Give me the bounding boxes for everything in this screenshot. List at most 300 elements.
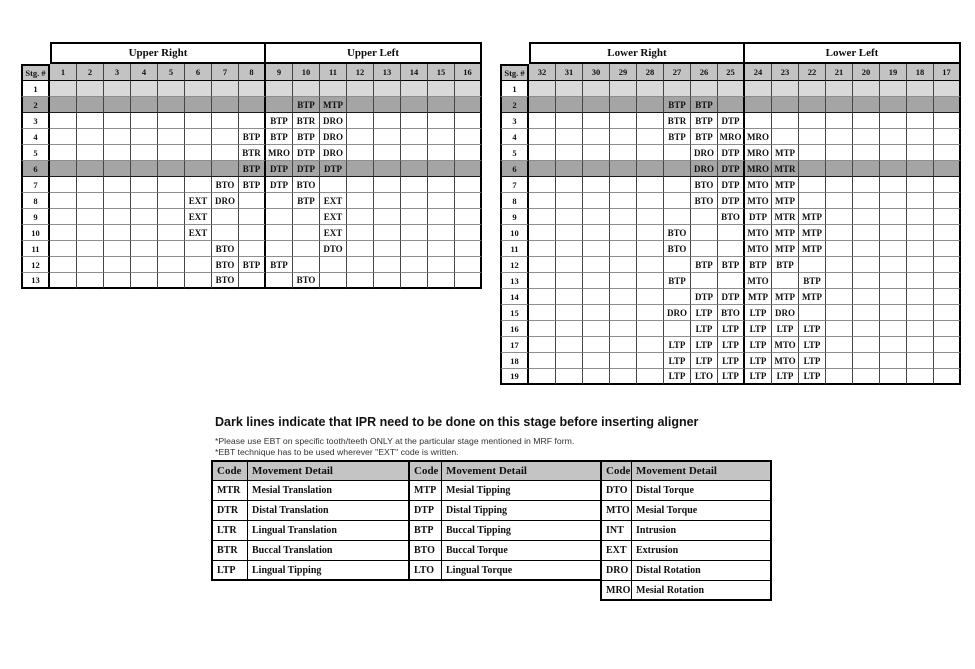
lower-empty-cell [529,161,556,177]
lower-empty-cell [745,81,772,97]
upper-empty-cell [455,113,482,129]
lower-movement-cell: LTP [691,353,718,369]
upper-empty-cell [347,257,374,273]
lower-empty-cell [853,129,880,145]
lower-empty-cell [934,145,961,161]
lower-empty-cell [826,81,853,97]
legend-detail: Distal Tipping [442,501,600,521]
lower-empty-cell [880,305,907,321]
lower-movement-cell: MTR [772,209,799,225]
lower-empty-cell [934,177,961,193]
lower-empty-cell [583,337,610,353]
upper-movement-cell: BTP [239,257,266,273]
lower-empty-cell [637,289,664,305]
upper-empty-cell [131,81,158,97]
upper-empty-cell [185,161,212,177]
upper-empty-cell [104,97,131,113]
upper-empty-cell [347,209,374,225]
lower-empty-cell [880,353,907,369]
upper-empty-cell [455,257,482,273]
lower-empty-cell [583,257,610,273]
lower-tooth-col-header: 18 [907,64,934,81]
upper-empty-cell [104,161,131,177]
lower-empty-cell [934,161,961,177]
upper-empty-cell [347,241,374,257]
lower-empty-cell [583,241,610,257]
upper-movement-cell: BTP [293,193,320,209]
upper-empty-cell [239,273,266,289]
lower-movement-cell: BTO [664,225,691,241]
lower-empty-cell [583,209,610,225]
legend-detail: Distal Torque [632,481,772,501]
lower-empty-cell [610,177,637,193]
lower-empty-cell [583,305,610,321]
lower-empty-cell [556,161,583,177]
lower-stage-number: 13 [500,273,529,289]
lower-empty-cell [934,369,961,385]
upper-tooth-col-header: 5 [158,64,185,81]
lower-movement-cell: LTP [664,337,691,353]
upper-empty-cell [50,81,77,97]
upper-empty-cell [158,81,185,97]
upper-empty-cell [185,145,212,161]
lower-empty-cell [907,321,934,337]
lower-right-quadrant-header: Lower Right [529,42,745,64]
upper-empty-cell [77,273,104,289]
lower-stage-number: 9 [500,209,529,225]
lower-empty-cell [907,193,934,209]
lower-empty-cell [529,209,556,225]
lower-empty-cell [853,289,880,305]
upper-empty-cell [212,81,239,97]
lower-empty-cell [529,369,556,385]
lower-empty-cell [880,257,907,273]
lower-empty-cell [907,129,934,145]
lower-empty-cell [583,289,610,305]
lower-tooth-col-header: 20 [853,64,880,81]
lower-stage-number: 19 [500,369,529,385]
upper-left-quadrant-header: Upper Left [266,42,482,64]
lower-empty-cell [745,97,772,113]
upper-empty-cell [50,273,77,289]
upper-tooth-col-header: 9 [266,64,293,81]
lower-empty-cell [718,225,745,241]
lower-empty-cell [637,257,664,273]
upper-empty-cell [50,177,77,193]
lower-movement-cell: DTP [718,289,745,305]
lower-movement-cell: MTO [745,241,772,257]
lower-empty-cell [826,369,853,385]
lower-empty-cell [664,81,691,97]
lower-empty-cell [934,289,961,305]
upper-movement-cell: BTP [293,97,320,113]
lower-movement-cell: MTO [745,193,772,209]
upper-movement-cell: EXT [185,193,212,209]
upper-stage-number: 3 [21,113,50,129]
lower-empty-cell [907,257,934,273]
upper-empty-cell [185,241,212,257]
upper-stage-number: 10 [21,225,50,241]
upper-empty-cell [50,209,77,225]
upper-empty-cell [401,177,428,193]
upper-empty-cell [77,193,104,209]
upper-empty-cell [158,193,185,209]
lower-empty-cell [583,273,610,289]
upper-empty-cell [131,273,158,289]
legend-blank [248,581,408,601]
upper-empty-cell [50,257,77,273]
lower-tooth-col-header: 22 [799,64,826,81]
lower-empty-cell [880,321,907,337]
upper-empty-cell [185,257,212,273]
legend-code: LTP [211,561,248,581]
upper-stage-number: 6 [21,161,50,177]
lower-empty-cell [880,145,907,161]
ebt-note-2: *EBT technique has to be used wherever "EXT" code is written. [215,447,459,457]
lower-empty-cell [583,81,610,97]
upper-empty-cell [104,113,131,129]
lower-empty-cell [637,193,664,209]
lower-movement-cell: LTO [691,369,718,385]
lower-empty-cell [853,241,880,257]
upper-empty-cell [239,193,266,209]
legend-detail: Lingual Tipping [248,561,408,581]
lower-empty-cell [934,97,961,113]
lower-empty-cell [934,113,961,129]
upper-empty-cell [158,209,185,225]
upper-empty-cell [158,241,185,257]
upper-empty-cell [455,273,482,289]
lower-movement-cell: DTP [691,289,718,305]
lower-movement-cell: LTP [772,369,799,385]
lower-empty-cell [853,305,880,321]
upper-movement-cell: BTO [293,177,320,193]
lower-empty-cell [718,81,745,97]
upper-empty-cell [104,193,131,209]
lower-movement-cell: LTP [745,337,772,353]
lower-empty-cell [880,289,907,305]
upper-empty-cell [158,97,185,113]
upper-empty-cell [266,209,293,225]
upper-movement-cell: EXT [185,225,212,241]
lower-empty-cell [637,369,664,385]
lower-movement-cell: LTP [772,321,799,337]
lower-movement-cell: MTP [799,209,826,225]
lower-empty-cell [853,353,880,369]
upper-empty-cell [428,145,455,161]
upper-movement-cell: BTP [266,129,293,145]
legend-detail-header: Movement Detail [248,460,408,481]
lower-movement-cell: BTO [664,241,691,257]
lower-movement-cell: MTP [799,289,826,305]
lower-empty-cell [799,129,826,145]
upper-empty-cell [158,113,185,129]
upper-empty-cell [158,161,185,177]
lower-movement-cell: BTP [691,129,718,145]
upper-movement-cell: EXT [320,225,347,241]
lower-empty-cell [529,257,556,273]
lower-empty-cell [637,177,664,193]
legend-detail: Distal Translation [248,501,408,521]
upper-movement-cell: MRO [266,145,293,161]
lower-empty-cell [853,177,880,193]
upper-empty-cell [347,145,374,161]
lower-movement-cell: LTP [745,369,772,385]
lower-empty-cell [907,289,934,305]
lower-empty-cell [853,97,880,113]
lower-empty-cell [907,81,934,97]
lower-empty-cell [934,209,961,225]
lower-stage-col-header: Stg. # [500,64,529,81]
upper-empty-cell [104,273,131,289]
upper-empty-cell [293,81,320,97]
lower-empty-cell [637,337,664,353]
upper-stage-number: 9 [21,209,50,225]
lower-movement-cell: MTP [745,289,772,305]
upper-empty-cell [131,257,158,273]
upper-empty-cell [239,225,266,241]
lower-empty-cell [907,305,934,321]
upper-movement-cell: DTP [293,145,320,161]
lower-tooth-col-header: 27 [664,64,691,81]
upper-empty-cell [428,273,455,289]
lower-empty-cell [583,353,610,369]
lower-empty-cell [637,113,664,129]
lower-empty-cell [880,177,907,193]
legend-detail: Extrusion [632,541,772,561]
lower-movement-cell: MRO [745,129,772,145]
lower-empty-cell [907,161,934,177]
upper-stage-number: 1 [21,81,50,97]
upper-empty-cell [104,81,131,97]
lower-empty-cell [799,193,826,209]
lower-movement-cell: LTP [691,305,718,321]
upper-empty-cell [158,129,185,145]
upper-empty-cell [374,97,401,113]
upper-movement-cell: DTP [266,161,293,177]
upper-tooth-col-header: 3 [104,64,131,81]
legend-code: DTO [600,481,632,501]
upper-empty-cell [401,97,428,113]
upper-empty-cell [131,209,158,225]
lower-empty-cell [934,129,961,145]
lower-stage-number: 1 [500,81,529,97]
upper-empty-cell [374,209,401,225]
lower-empty-cell [637,273,664,289]
lower-movement-cell: LTP [799,337,826,353]
upper-empty-cell [428,241,455,257]
lower-empty-cell [853,193,880,209]
lower-movement-cell: LTP [718,321,745,337]
lower-stage-number: 11 [500,241,529,257]
upper-empty-cell [455,81,482,97]
upper-empty-cell [212,161,239,177]
legend-detail: Intrusion [632,521,772,541]
upper-empty-cell [104,241,131,257]
upper-empty-cell [77,177,104,193]
upper-empty-cell [428,209,455,225]
lower-empty-cell [826,305,853,321]
lower-empty-cell [583,193,610,209]
lower-empty-cell [934,353,961,369]
lower-empty-cell [880,97,907,113]
lower-empty-cell [610,209,637,225]
lower-empty-cell [556,225,583,241]
lower-empty-cell [529,289,556,305]
upper-movement-cell: BTP [239,129,266,145]
upper-empty-cell [455,161,482,177]
upper-empty-cell [185,129,212,145]
upper-tooth-col-header: 2 [77,64,104,81]
legend-blank [442,581,600,601]
lower-empty-cell [718,273,745,289]
lower-movement-cell: LTP [799,353,826,369]
upper-empty-cell [77,161,104,177]
lower-empty-cell [934,305,961,321]
upper-empty-cell [266,81,293,97]
lower-movement-cell: LTP [691,321,718,337]
upper-empty-cell [374,193,401,209]
lower-movement-cell: MTO [772,337,799,353]
lower-empty-cell [718,97,745,113]
upper-empty-cell [347,129,374,145]
upper-empty-cell [455,209,482,225]
lower-empty-cell [556,209,583,225]
upper-empty-cell [455,241,482,257]
upper-empty-cell [50,97,77,113]
upper-empty-cell [50,129,77,145]
lower-empty-cell [907,337,934,353]
lower-empty-cell [826,161,853,177]
lower-empty-cell [772,113,799,129]
lower-stage-number: 16 [500,321,529,337]
lower-empty-cell [637,353,664,369]
lower-empty-cell [610,289,637,305]
lower-tooth-col-header: 29 [610,64,637,81]
lower-empty-cell [637,97,664,113]
legend-code: DRO [600,561,632,581]
upper-empty-cell [239,241,266,257]
lower-movement-cell: MTP [772,177,799,193]
upper-empty-cell [293,209,320,225]
lower-movement-cell: BTO [718,305,745,321]
lower-movement-cell: BTP [664,97,691,113]
lower-empty-cell [610,81,637,97]
lower-empty-cell [610,337,637,353]
upper-empty-cell [77,241,104,257]
upper-empty-cell [131,193,158,209]
legend-blank [408,581,442,601]
lower-empty-cell [880,209,907,225]
lower-empty-cell [826,129,853,145]
lower-movement-cell: MTP [772,225,799,241]
lower-movement-cell: MTP [799,241,826,257]
upper-stage-col-header: Stg. # [21,64,50,81]
legend-code: BTO [408,541,442,561]
lower-movement-cell: LTP [799,321,826,337]
lower-empty-cell [583,97,610,113]
lower-empty-cell [610,129,637,145]
upper-movement-cell: DTO [320,241,347,257]
upper-tooth-col-header: 15 [428,64,455,81]
lower-staging-table [500,42,961,385]
upper-tooth-col-header: 12 [347,64,374,81]
legend-code: EXT [600,541,632,561]
upper-empty-cell [212,113,239,129]
lower-tooth-col-header: 17 [934,64,961,81]
corner-spacer [21,42,50,64]
ipr-instruction-text: Dark lines indicate that IPR need to be done on this stage before inserting aligner [215,415,699,429]
lower-empty-cell [664,161,691,177]
legend-code: LTR [211,521,248,541]
upper-empty-cell [104,145,131,161]
lower-empty-cell [934,241,961,257]
lower-empty-cell [529,113,556,129]
upper-movement-cell: DTP [266,177,293,193]
lower-stage-number: 12 [500,257,529,273]
lower-movement-cell: LTP [691,337,718,353]
lower-empty-cell [826,241,853,257]
upper-empty-cell [239,209,266,225]
upper-tooth-col-header: 11 [320,64,347,81]
upper-empty-cell [428,97,455,113]
legend-detail-header: Movement Detail [442,460,600,481]
lower-empty-cell [853,113,880,129]
legend-code-header: Code [211,460,248,481]
upper-empty-cell [50,113,77,129]
lower-movement-cell: MRO [745,161,772,177]
lower-stage-number: 14 [500,289,529,305]
upper-stage-number: 7 [21,177,50,193]
lower-movement-cell: BTP [664,273,691,289]
lower-empty-cell [637,161,664,177]
legend-detail: Buccal Torque [442,541,600,561]
lower-empty-cell [610,369,637,385]
upper-empty-cell [239,113,266,129]
lower-empty-cell [826,177,853,193]
lower-movement-cell: MRO [718,129,745,145]
upper-empty-cell [158,177,185,193]
lower-empty-cell [583,225,610,241]
upper-empty-cell [185,177,212,193]
lower-movement-cell: BTO [691,193,718,209]
upper-tooth-col-header: 6 [185,64,212,81]
lower-empty-cell [826,113,853,129]
lower-empty-cell [556,321,583,337]
lower-stage-number: 2 [500,97,529,113]
upper-empty-cell [50,161,77,177]
upper-empty-cell [401,225,428,241]
upper-empty-cell [77,145,104,161]
lower-empty-cell [853,209,880,225]
lower-movement-cell: BTP [718,257,745,273]
lower-stage-number: 5 [500,145,529,161]
lower-movement-cell: LTP [745,321,772,337]
upper-empty-cell [131,225,158,241]
legend-code: BTP [408,521,442,541]
legend-code: MTR [211,481,248,501]
lower-empty-cell [853,161,880,177]
upper-empty-cell [428,225,455,241]
lower-empty-cell [583,321,610,337]
upper-movement-cell: DTP [320,161,347,177]
lower-empty-cell [664,321,691,337]
lower-movement-cell: DTP [745,209,772,225]
upper-tooth-col-header: 10 [293,64,320,81]
lower-empty-cell [691,241,718,257]
upper-empty-cell [374,161,401,177]
lower-empty-cell [610,145,637,161]
